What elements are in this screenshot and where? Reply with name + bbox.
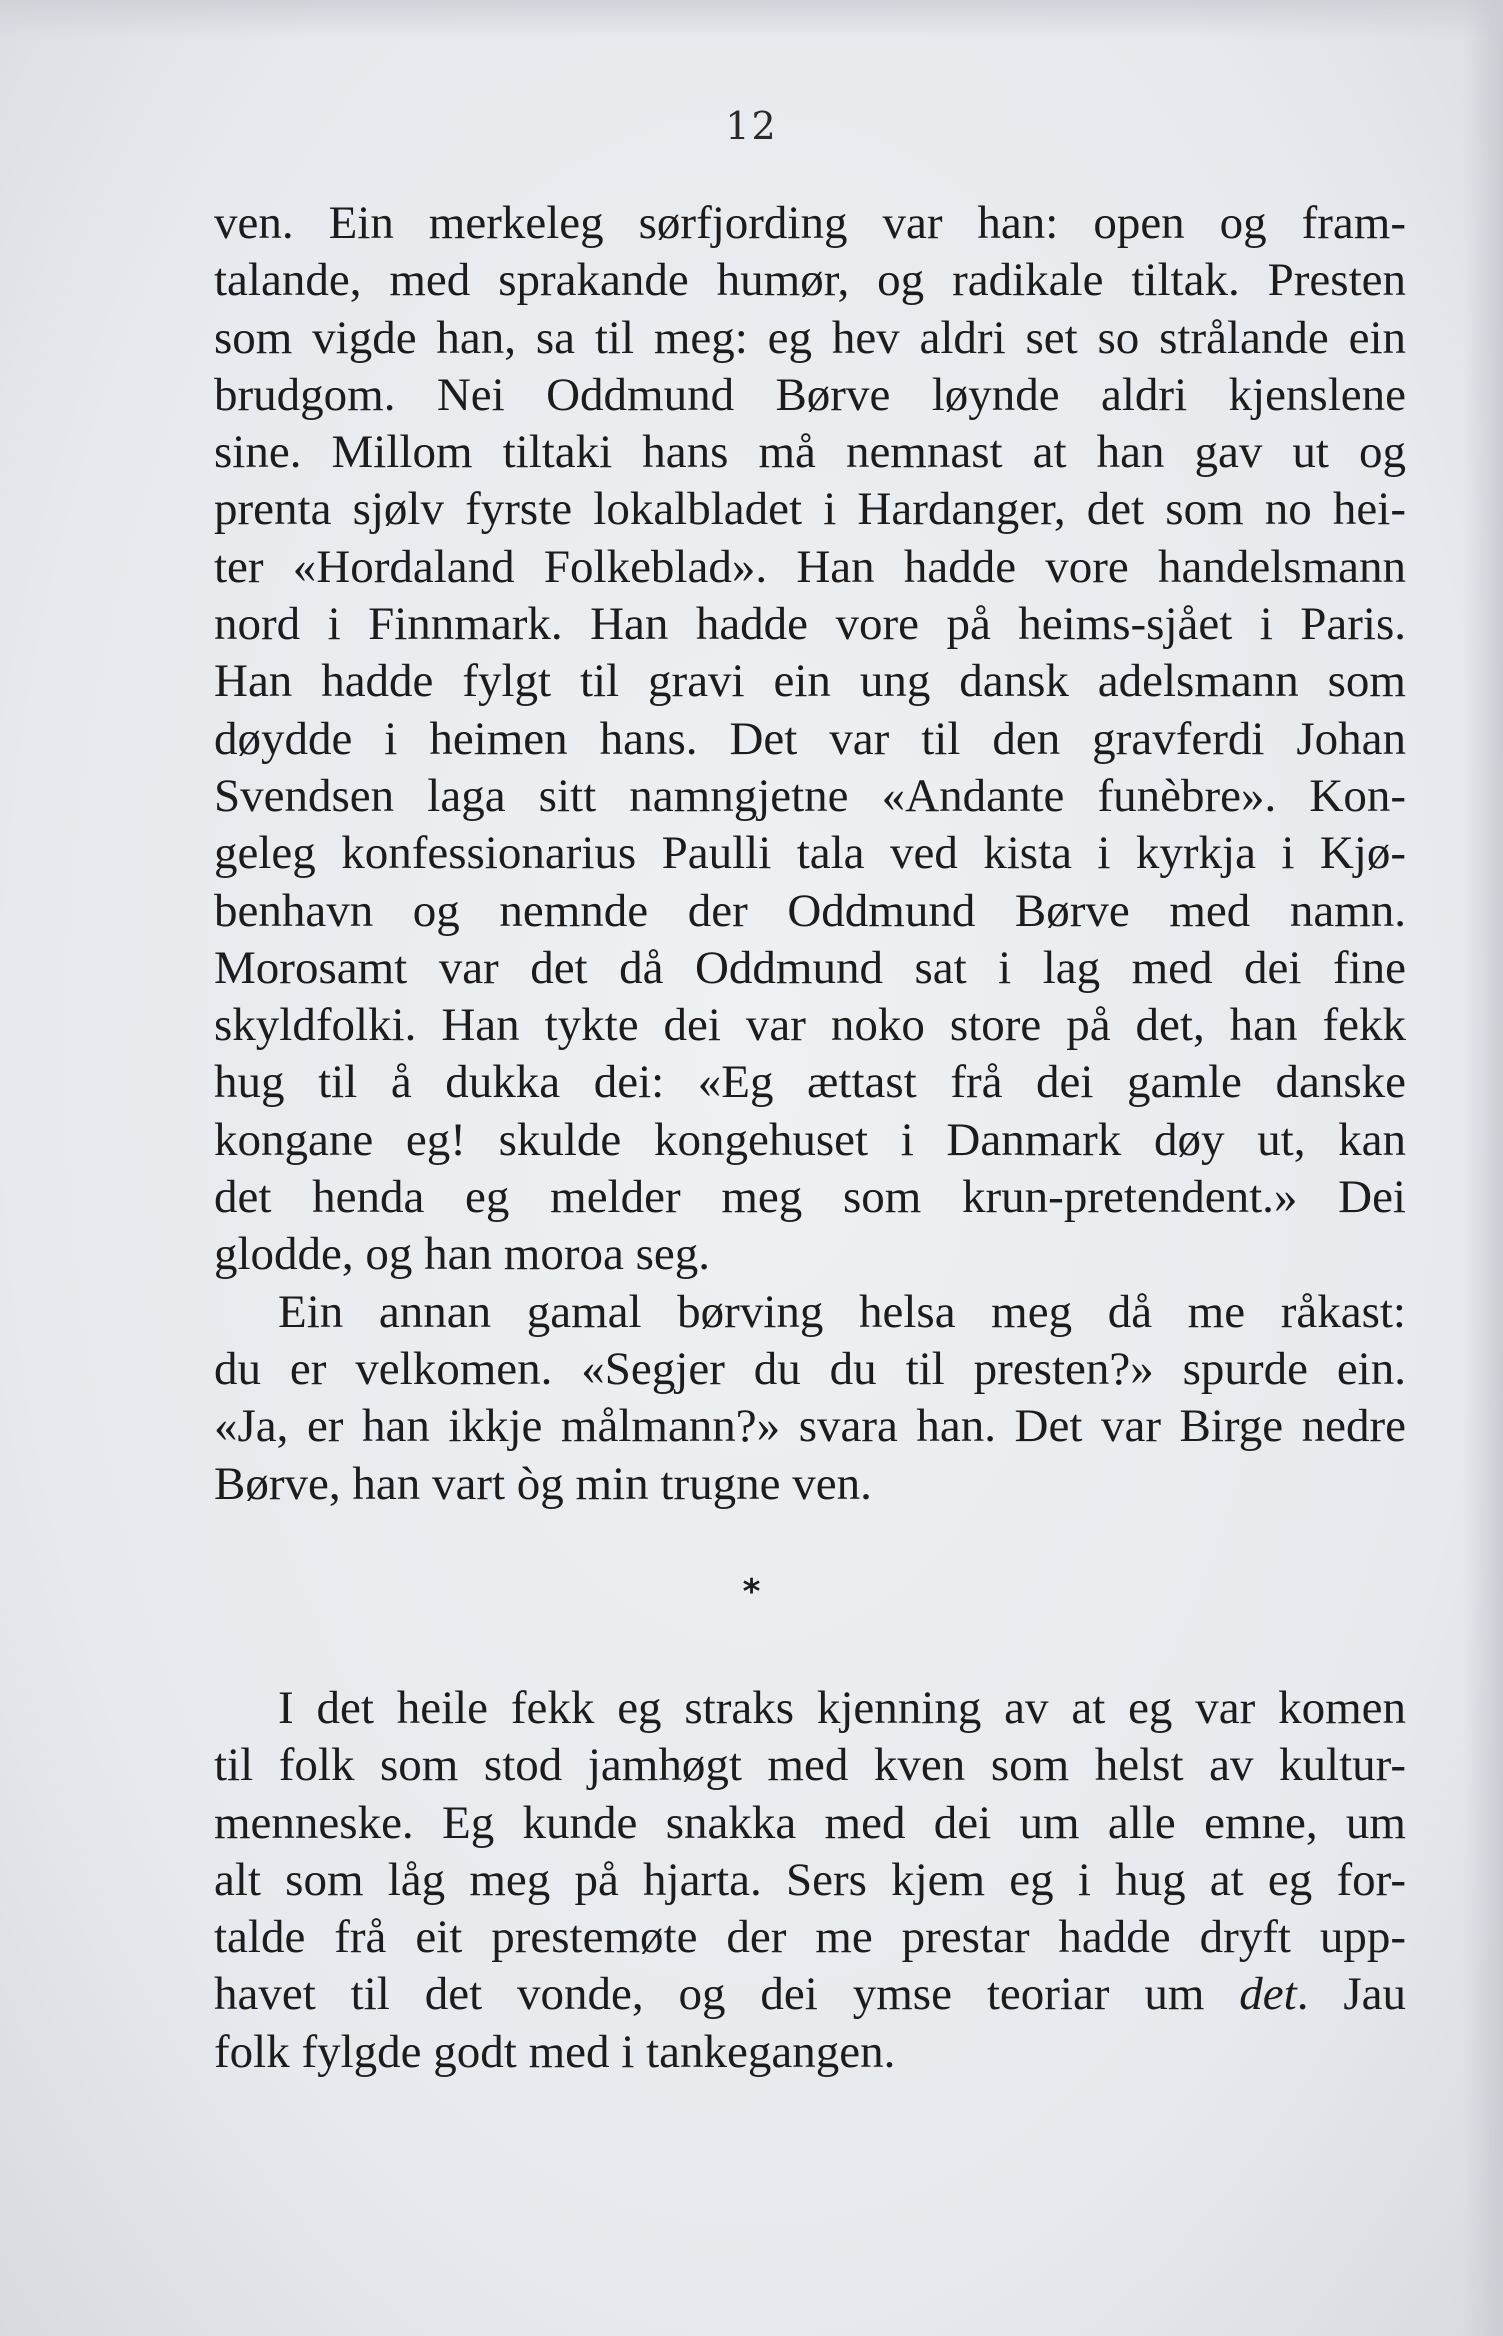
text-line: ter «Hordaland Folkeblad». Han hadde vore handelsmann: [214, 540, 1406, 593]
page-number: 12: [725, 104, 778, 148]
section-separator: *: [742, 1572, 761, 1612]
text-block-top: [214, 195, 1406, 1513]
text-line: nord i Finnmark. Han hadde vore på heims-sjået i Paris.: [214, 598, 1406, 651]
text-line: talande, med sprakande humør, og radikale tiltak. Presten: [214, 254, 1406, 307]
text-line: som vigde han, sa til meg: eg hev aldri set so strålande ein: [214, 311, 1406, 364]
text-line: Svendsen laga sitt namngjetne «Andante funèbre». Kon-: [214, 769, 1406, 822]
text-line-with-italic: [214, 1966, 1406, 2023]
text-line: Ein annan gamal børving helsa meg då me råkast:: [278, 1285, 1406, 1338]
text-line: talde frå eit prestemøte der me prestar hadde dryft upp-: [214, 1911, 1406, 1964]
text-line: geleg konfessionarius Paulli tala ved kista i kyrkja i Kjø-: [214, 827, 1406, 880]
text-line: Morosamt var det då Oddmund sat i lag med dei fine: [214, 941, 1406, 994]
text-line: Børve, han vart òg min trugne ven.: [214, 1457, 872, 1510]
text-line: I det heile fekk eg straks kjenning av at eg var komen: [278, 1682, 1406, 1734]
page-edge-shadow-top: [0, 0, 1503, 40]
text-block-bottom: [214, 1680, 1406, 2081]
text-line: menneske. Eg kunde snakka med dei um alle emne, um: [214, 1796, 1406, 1849]
text-line: hug til å dukka dei: «Eg ættast frå dei gamle danske: [214, 1056, 1406, 1109]
italic-word: det: [1239, 1968, 1297, 2021]
text-line: til folk som stod jamhøgt med kven som helst av kultur-: [214, 1739, 1406, 1792]
text-line: det henda eg melder meg som krun-pretendent.» Dei: [214, 1171, 1406, 1224]
text-line: døydde i heimen hans. Det var til den gravferdi Johan: [214, 712, 1406, 765]
text-line: skyldfolki. Han tykte dei var noko store på det, han fekk: [214, 999, 1406, 1052]
text-line: benhavn og nemnde der Oddmund Børve med namn.: [214, 884, 1406, 937]
text-line: ven. Ein merkeleg sørfjording var han: open og fram-: [214, 197, 1406, 249]
text-segment: havet til det vonde, og dei ymse teoriar um: [214, 1968, 1205, 2021]
text-line: brudgom. Nei Oddmund Børve løynde aldri kjenslene: [214, 368, 1406, 421]
text-line: sine. Millom tiltaki hans må nemnast at han gav ut og: [214, 426, 1406, 479]
paragraph-kultur: [214, 1680, 1406, 2081]
text-line: folk fylgde godt med i tankegangen.: [214, 2025, 896, 2078]
page-edge-shadow-right: [1463, 0, 1503, 2336]
text-line: «Ja, er han ikkje målmann?» svara han. Det var Birge nedre: [214, 1400, 1406, 1453]
text-line: prenta sjølv fyrste lokalbladet i Hardanger, det som no hei-: [214, 483, 1406, 536]
text-segment: . Jau: [1296, 1968, 1407, 2021]
paragraph-birge: [214, 1284, 1406, 1513]
text-line: alt som låg meg på hjarta. Sers kjem eg i hug at eg for-: [214, 1853, 1406, 1906]
paragraph-oddmund: [214, 195, 1406, 1284]
text-line: glodde, og han moroa seg.: [214, 1228, 711, 1281]
text-line: kongane eg! skulde kongehuset i Danmark døy ut, kan: [214, 1113, 1406, 1166]
text-line: du er velkomen. «Segjer du du til presten?» spurde ein.: [214, 1342, 1406, 1395]
text-line: Han hadde fylgt til gravi ein ung dansk adelsmann som: [214, 655, 1406, 708]
